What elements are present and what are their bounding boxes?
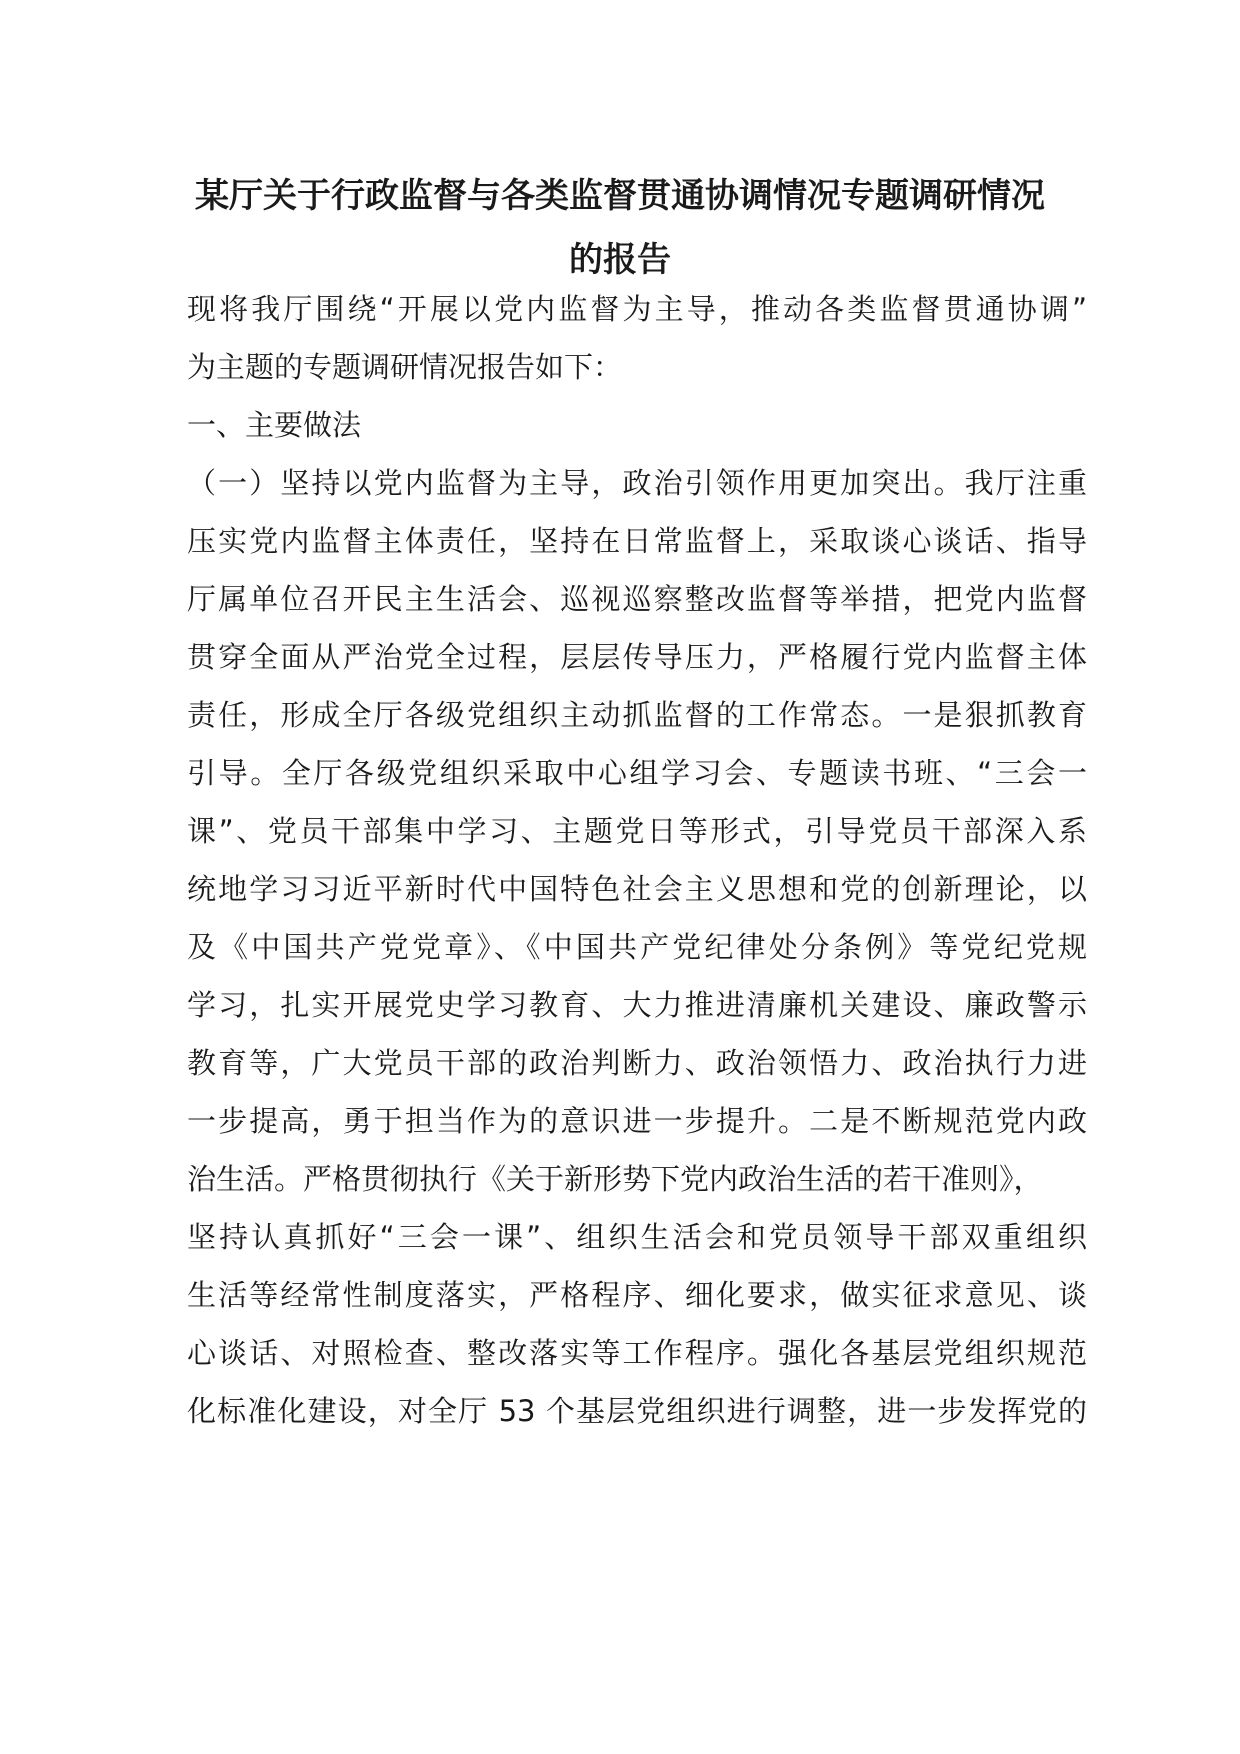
section-heading: 一、主要做法: [187, 408, 362, 442]
body-line: 心谈话、对照检查、整改落实等工作程序。强化各基层党组织规范: [187, 1336, 1087, 1370]
body-line: 教育等，广大党员干部的政治判断力、政治领悟力、政治执行力进: [187, 1046, 1087, 1080]
body-line: 贯穿全面从严治党全过程，层层传导压力，严格履行党内监督主体: [187, 640, 1087, 674]
body-line: 及《中国共产党党章》、《中国共产党纪律处分条例》等党纪党规: [187, 930, 1087, 964]
body-line: 现将我厅围绕“开展以党内监督为主导，推动各类监督贯通协调”: [187, 292, 1087, 326]
body-line: 坚持认真抓好“三会一课”、组织生活会和党员领导干部双重组织: [187, 1220, 1087, 1254]
body-line: （一）坚持以党内监督为主导，政治引领作用更加突出。我厅注重: [187, 466, 1087, 500]
body-line: 引导。全厅各级党组织采取中心组学习会、专题读书班、“三会一: [187, 756, 1087, 790]
body-line: 一步提高，勇于担当作为的意识进一步提升。二是不断规范党内政: [187, 1104, 1087, 1138]
body-line: 统地学习习近平新时代中国特色社会主义思想和党的创新理论，以: [187, 872, 1087, 906]
body-line: 学习，扎实开展党史学习教育、大力推进清廉机关建设、廉政警示: [187, 988, 1087, 1022]
body-line: 化标准化建设，对全厅 53 个基层党组织进行调整，进一步发挥党的: [187, 1394, 1087, 1428]
body-line: 治生活。严格贯彻执行《关于新形势下党内政治生活的若干准则》，: [187, 1162, 1043, 1196]
body-line: 生活等经常性制度落实，严格程序、细化要求，做实征求意见、谈: [187, 1278, 1087, 1312]
body-line: 为主题的专题调研情况报告如下：: [187, 350, 623, 384]
document-title-line-2: 的报告: [569, 240, 671, 280]
body-line: 责任，形成全厅各级党组织主动抓监督的工作常态。一是狠抓教育: [187, 698, 1087, 732]
document-body: [187, 280, 1087, 1440]
body-line: 厅属单位召开民主生活会、巡视巡察整改监督等举措，把党内监督: [187, 582, 1087, 616]
document-title-line-1: 某厅关于行政监督与各类监督贯通协调情况专题调研情况: [195, 176, 1045, 216]
body-line: 压实党内监督主体责任，坚持在日常监督上，采取谈心谈话、指导: [187, 524, 1087, 558]
body-line: 课”、党员干部集中学习、主题党日等形式，引导党员干部深入系: [187, 814, 1087, 848]
